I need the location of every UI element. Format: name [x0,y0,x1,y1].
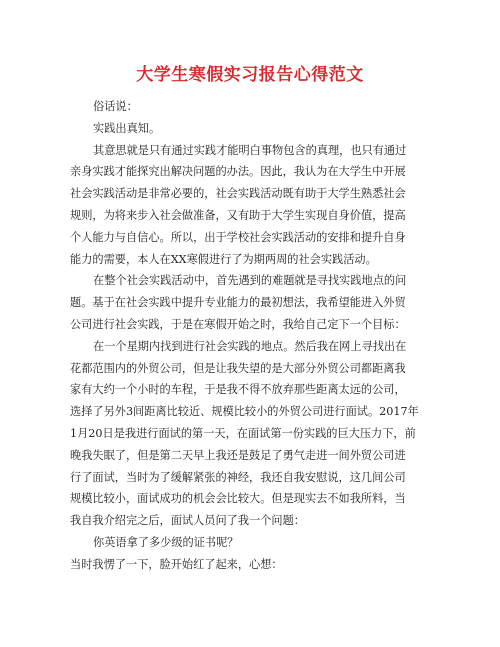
text-line: 花都范围内的外贸公司，但是让我失望的是大部分外贸公司都距离我 [70,361,406,375]
text-line: 俗话说： [93,100,138,113]
document-title: 大学生寒假实习报告心得范文 [136,65,364,85]
text-line: 晚我失眠了，但是第二天早上我还是鼓足了勇气走进一间外贸公司进 [70,448,406,462]
text-line: 规模比较小，面试成功的机会会比较大。但是现实去不如我所料，当 [70,492,406,506]
text-line: 你英语拿了多少级的证书呢？ [93,535,239,549]
text-line: 规则，为将来步入社会做准备，又有助于大学生实现自身价值，提高 [70,208,406,222]
text-line: 在一个星期内找到进行社会实践的地点。然后我在网上寻找出在 [93,339,407,353]
text-line: 1月20日是我进行面试的第一天，在面试第一份实践的巨大压力下，前 [70,426,416,440]
text-line: 行了面试，当时为了缓解紧张的神经，我还自我安慰说，这几间公司 [70,470,406,484]
text-line: 家有大约一个小时的车程，于是我不得不放弃那些距离太远的公司， [70,383,406,397]
text-line: 公司进行社会实践，于是在寒假开始之时，我给自己定下一个目标： [70,317,406,331]
document-body [70,96,425,576]
text-line: 个人能力与自信心。所以，出于学校社会实践活动的安排和提升自身 [70,230,406,244]
text-line: 社会实践活动是非常必要的，社会实践活动既有助于大学生熟悉社会 [70,187,406,201]
text-line: 其意思就是只有通过实践才能明白事物包含的真理，也只有通过 [93,143,407,157]
text-line: 选择了另外3间距离比较近、规模比较小的外贸公司进行面试。2017年 [70,405,419,419]
text-line: 题。基于在社会实践中提升专业能力的最初想法，我希望能进入外贸 [70,296,406,310]
text-line: 当时我愣了一下，脸开始红了起来，心想： [70,557,283,571]
text-line: 在整个社会实践活动中，首先遇到的难题就是寻找实践地点的问 [93,274,407,288]
text-line: 实践出真知。 [93,121,161,135]
text-line: 我自我介绍完之后，面试人员问了我一个问题： [70,514,305,528]
text-line: 亲身实践才能探究出解决问题的办法。因此，我认为在大学生中开展 [70,165,406,179]
text-line: 能力的需要，本人在XX寒假进行了为期两周的社会实践活动。 [70,252,377,266]
